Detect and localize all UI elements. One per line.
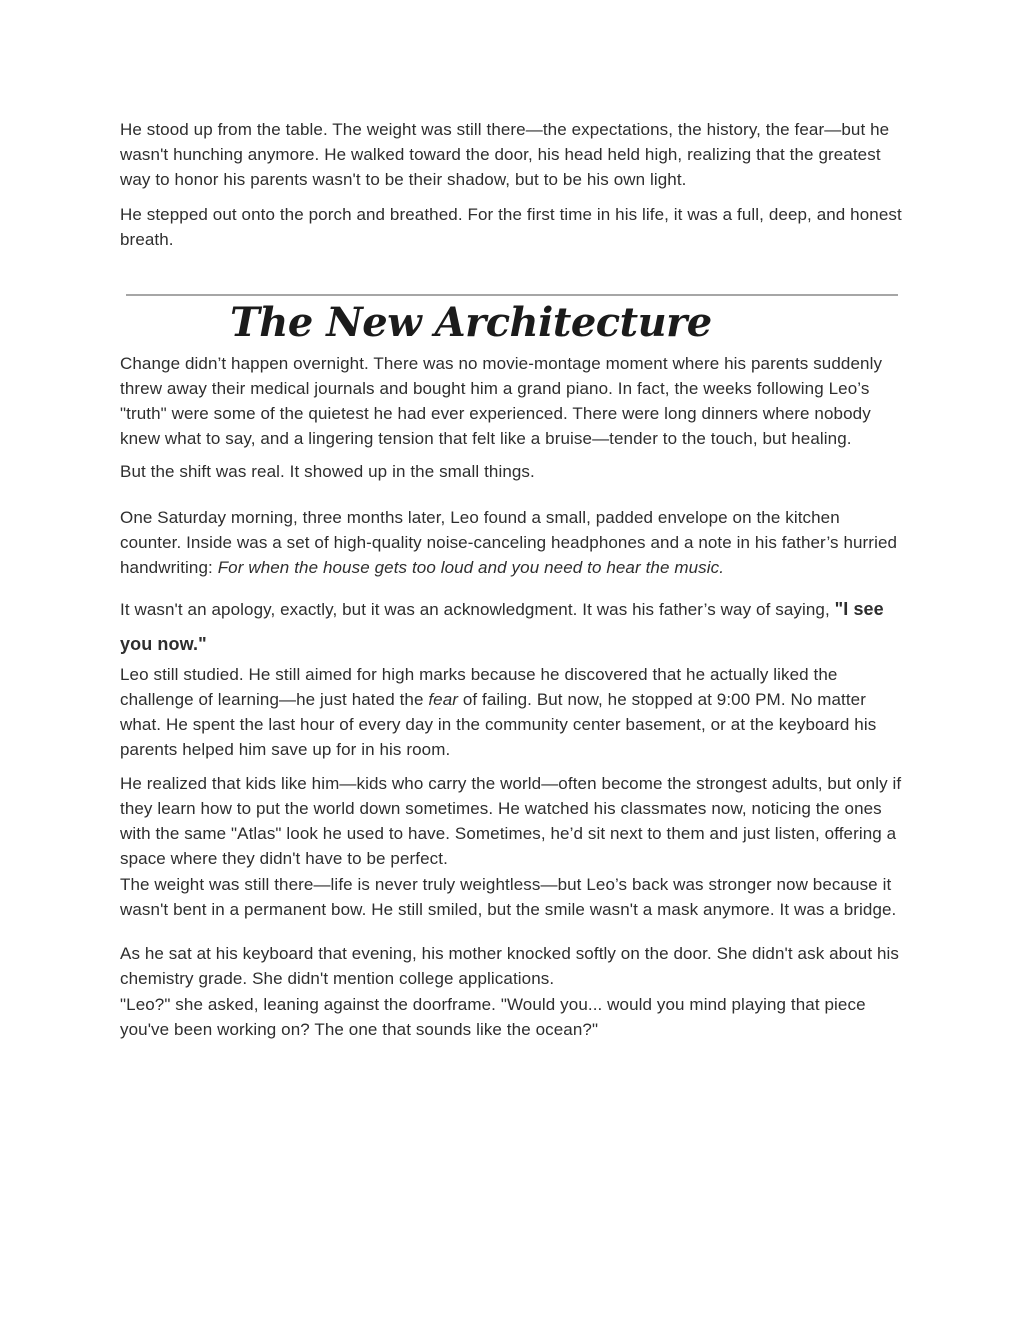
text-run: He stood up from the table. The weight was still there—the expectations, the history, the fear—but he wasn't hunching anymore. He walked toward the door, his head held high, realizing that the greatest way to honor his parents wasn't to be their shadow, but to be his own light. xyxy=(120,120,890,189)
text-run: As he sat at his keyboard that evening, his mother knocked softly on the door. She didn't ask about his chemistry grade. She didn't mention college applications. xyxy=(120,944,900,988)
paragraph xyxy=(120,872,904,922)
text-run: It wasn't an apology, exactly, but it was an acknowledgment. It was his father’s way of saying, xyxy=(120,600,835,619)
text-run: "I see you now." xyxy=(120,599,884,654)
section-heading: The New Architecture xyxy=(230,299,712,346)
paragraph xyxy=(120,202,904,252)
text-run: But the shift was real. It showed up in the small things. xyxy=(120,462,535,481)
text-run: The weight was still there—life is never truly weightless—but Leo’s back was stronger now because it wasn't bent in a permanent bow. He still smiled, but the smile wasn't a mask anymore. It was a bridge. xyxy=(120,875,897,919)
paragraph xyxy=(120,662,904,762)
paragraph xyxy=(120,117,904,192)
text-run: For when the house gets too loud and you need to hear the music. xyxy=(217,558,725,577)
document-content xyxy=(120,0,904,1042)
paragraph xyxy=(120,505,904,580)
paragraph xyxy=(120,941,904,991)
paragraph xyxy=(120,592,904,662)
text-run: of failing. But now, he stopped at 9:00 PM. No matter what. He spent the last hour of every day in the community center basement, or at the keyboard his parents helped him save up for in his room. xyxy=(120,690,877,759)
text-run: Leo still studied. He still aimed for high marks because he discovered that he actually liked the challenge of learning—he just hated the xyxy=(120,665,838,709)
section-divider xyxy=(126,294,898,296)
text-run: Change didn’t happen overnight. There was no movie-montage moment where his parents suddenly threw away their medical journals and bought him a grand piano. In fact, the weeks following Leo’s "truth" were some of the quietest he had ever experienced. There were long dinners where nobody knew what to say, and a lingering tension that felt like a bruise—tender to the touch, but healing. xyxy=(120,354,883,448)
text-run: One Saturday morning, three months later, Leo found a small, padded envelope on the kitchen counter. Inside was a set of high-quality noise-canceling headphones and a note in his father’s hurried handwriting: xyxy=(120,508,898,577)
paragraph xyxy=(120,771,904,871)
text-run: He stepped out onto the porch and breathed. For the first time in his life, it was a full, deep, and honest breath. xyxy=(120,205,902,249)
paragraph xyxy=(120,459,904,484)
paragraph xyxy=(120,351,904,451)
paragraph xyxy=(120,992,904,1042)
text-run: He realized that kids like him—kids who carry the world—often become the strongest adults, but only if they learn how to put the world down sometimes. He watched his classmates now, noticing the ones with the same "Atlas" look he used to have. Sometimes, he’d sit next to them and just listen, offering a space where they didn't have to be perfect. xyxy=(120,774,902,868)
text-run: fear xyxy=(428,690,459,709)
text-run: "Leo?" she asked, leaning against the doorframe. "Would you... would you mind playing that piece you've been working on? The one that sounds like the ocean?" xyxy=(120,995,866,1039)
